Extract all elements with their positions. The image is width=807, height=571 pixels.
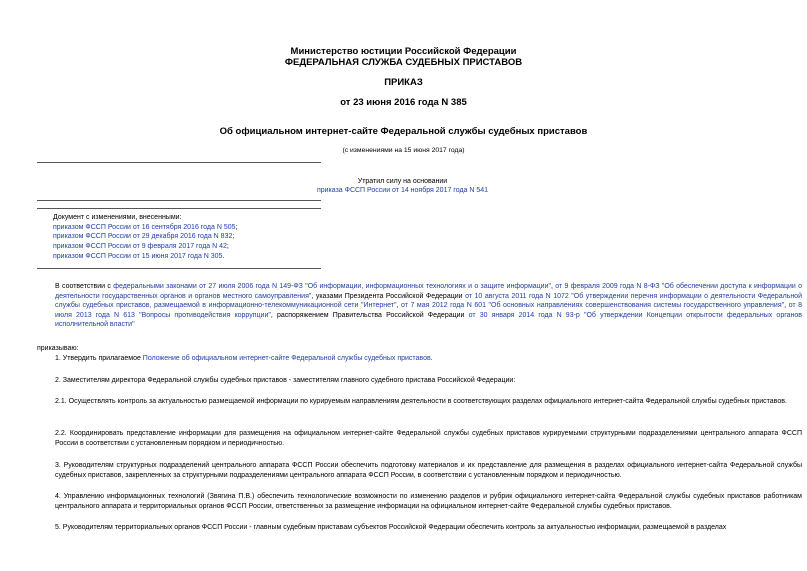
paragraph-5: 5. Руководителям территориальных органов ФССП России - главным судебным приставам субъектов Российской Федерации обеспечить контроль за актуальностью информации, размещаемой в разделах (55, 524, 727, 531)
amendment-link[interactable]: приказом ФССП России от 16 сентября 2016 года N 505 (53, 223, 236, 231)
doc-title: Об официальном интернет-сайте Федеральной службы судебных приставов (219, 126, 588, 137)
paragraph-4: 4. Управлению информационных технологий (Звягина П.В.) обеспечить технологические возможности по изменению разделов и рубрик официального интернет-сайта Федеральной службы судебных приставов работникам центрального аппарата и территориальных органов ФССП России, ответственных за размещение информации на официальном интернет-сайте Федеральной службы судебных приставов. (55, 493, 802, 510)
preamble-paragraph: В соответствии с федеральными законами от 27 июля 2006 года N 149-ФЗ "Об информации, информационных технологиях и о защите информации", от 9 февраля 2009 года N 8-ФЗ "Об обеспечении доступа к информации о деятельности государственных органов и органов местного самоуправления", указами Президента Российской Федерации от 10 августа 2011 года N 1072 "Об утверждении перечня информации о деятельности Федеральной службы судебных приставов, размещаемой в информационно-телекоммуникационной сети "Интернет", от 7 мая 2012 года N 601 "Об основных направлениях совершенствования системы государственного управления", от 8 июля 2013 года N 613 "Вопросы противодействия коррупции", распоряжением Правительства Российской Федерации от 30 января 2014 года N 93-р "Об утверждении Концепции открытости федеральных органов исполнительной власти" (55, 283, 803, 329)
ministry-heading: Министерство юстиции Российской Федерации (290, 46, 517, 57)
amendment-item: приказом ФССП России от 16 сентября 2016 года N 505; (53, 223, 238, 231)
paragraph-2-2: 2.2. Координировать представление информации для размещения на официальном интернет-сайте Федеральной службы судебных приставов курируемыми структурными подразделениями центрального аппарата ФССП России в соответствии с установленным порядком и периодичностью. (55, 430, 802, 447)
lost-force-link[interactable]: приказа ФССП России от 14 ноября 2017 года N 541 (316, 187, 489, 194)
paragraph-3: 3. Руководителям структурных подразделений центрального аппарата ФССП России обеспечить подготовку материалов и их представление для размещения в разделах официального интернет-сайта Федеральной службы судебных приставов, закрепленных за структурными подразделениями центрального аппарата ФССП России, в соответствии с установленным порядком и периодичностью. (55, 462, 802, 479)
amended-note: (с изменениями на 15 июня 2017 года) (342, 147, 465, 154)
divider (37, 268, 321, 269)
decree-link[interactable]: от 8 июля 2013 года N 613 "Вопросы противодействия коррупции" (55, 302, 802, 319)
amendment-link[interactable]: приказом ФССП России от 29 декабря 2016 года N 832 (53, 233, 233, 241)
decree-link[interactable]: от 10 августа 2011 года N 1072 "Об утверждении перечня информации о деятельности Федеральной службы судебных приставов, размещаемой в информационно-телекоммуникационной сети "Интернет" (55, 292, 802, 310)
amendment-link[interactable]: приказом ФССП России от 9 февраля 2017 года N 42 (53, 243, 227, 251)
service-heading: ФЕДЕРАЛЬНАЯ СЛУЖБА СУДЕБНЫХ ПРИСТАВОВ (284, 57, 523, 68)
amendments-list (53, 213, 237, 262)
amendment-item: приказом ФССП России от 29 декабря 2016 года N 832; (53, 233, 235, 241)
decree-link[interactable]: от 7 мая 2012 года N 601 "Об основных направлениях совершенствования системы государственного управления" (400, 302, 785, 310)
divider (37, 208, 321, 209)
divider (37, 162, 321, 163)
paragraph-1: 1. Утвердить прилагаемое Положение об официальном интернет-сайте Федеральной службы судебных приставов. (55, 355, 433, 362)
doc-type-heading: ПРИКАЗ (384, 77, 423, 88)
divider (37, 200, 321, 201)
law-link[interactable]: от 9 февраля 2009 года N 8-ФЗ "Об обеспечении доступа к информации о деятельности государственных органов и органов местного самоуправления" (55, 283, 803, 300)
amendments-intro: Документ с изменениями, внесенными: (53, 214, 182, 221)
law-link[interactable]: федеральными законами от 27 июля 2006 года N 149-ФЗ "Об информации, информационных технологиях и о защите информации" (113, 283, 551, 290)
regulation-link[interactable]: Положение об официальном интернет-сайте Федеральной службы судебных приставов (142, 355, 431, 362)
paragraph-2: 2. Заместителям директора Федеральной службы судебных приставов - заместителям главного судебного пристава Российской Федерации: (55, 377, 516, 384)
lost-force-link-line (215, 186, 590, 196)
order-word: приказываю: (37, 345, 79, 352)
order-link[interactable]: от 30 января 2014 года N 93-р "Об утверждении Концепции открытости федеральных органов исполнительной власти" (55, 311, 802, 329)
doc-date-number: от 23 июня 2016 года N 385 (340, 97, 467, 108)
amendment-item: приказом ФССП России от 15 июня 2017 года N 305. (53, 252, 225, 260)
amendment-link[interactable]: приказом ФССП России от 15 июня 2017 года N 305 (53, 252, 223, 260)
lost-force-note: Утратил силу на основании (357, 178, 448, 185)
paragraph-2-1: 2.1. Осуществлять контроль за актуальностью размещаемой информации по курируемым направлениям деятельности в соответствующих разделах официального интернет-сайта Федеральной службы судебных приставов. (55, 398, 787, 405)
amendment-item: приказом ФССП России от 9 февраля 2017 года N 42; (53, 243, 229, 251)
